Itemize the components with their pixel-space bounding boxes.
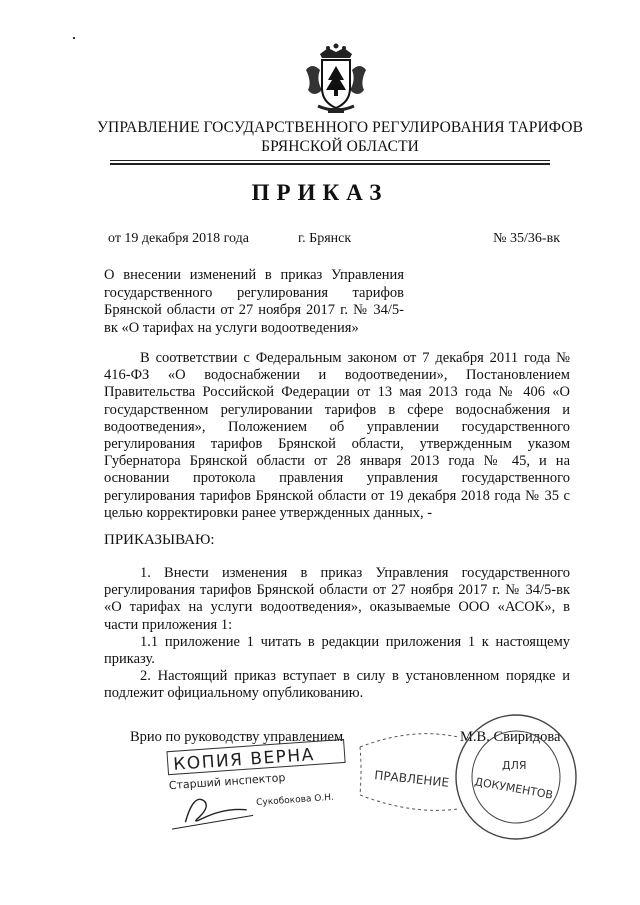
header-rule-thin (110, 160, 550, 161)
preamble-line: В соответствии с Федеральным законом от 7 декабря 2011 года № (140, 350, 570, 366)
preamble-line: регулирования тарифов Брянской области, утвержденным указом (104, 436, 570, 453)
preamble-line: водоотведения», Положением об управлении государственного (104, 418, 570, 435)
document-title: ПРИКАЗ (251, 180, 389, 205)
preamble-line: государственном регулировании тарифов в сфере водоснабжения и (104, 401, 570, 418)
item-line: 1. Внести изменения в приказ Управления государственного (140, 565, 570, 581)
signer-name: М.В. Свиридова (460, 729, 561, 745)
subject-line: О внесении изменений в приказ Управления (104, 267, 404, 283)
item-line: «О тарифах на услуги водоотведения», оказываемые ООО «АСОК», в (104, 599, 570, 616)
handwritten-signature-icon (163, 775, 266, 832)
order-directive: ПРИКАЗЫВАЮ: (104, 532, 215, 548)
subject-line: государственного регулирования тарифов (104, 284, 404, 301)
preamble-line: Губернатора Брянской области от 28 января 2013 года № 45, и на (104, 453, 570, 470)
preamble-line: 416-ФЗ «О водоснабжении и водоотведении», Постановлением (104, 367, 570, 384)
item-line: 1.1 приложение 1 читать в редакции приложения 1 к настоящему (140, 633, 570, 650)
seal-center-right-1: ДЛЯ (502, 759, 527, 772)
item-line: подлежит официальному опубликованию. (104, 685, 364, 702)
order-number: № 35/36-вк (493, 231, 560, 246)
preamble-paragraph (104, 350, 570, 522)
subject-line: Брянской области от 27 ноября 2017 г. № 34/5- (104, 302, 404, 318)
official-seal (352, 697, 580, 845)
copy-certified-stamp (160, 736, 355, 833)
stamp-name: Сукобокова О.Н. (255, 792, 335, 809)
coat-of-arms-icon (298, 40, 374, 116)
preamble-line: основании протокола правления управления государственного (104, 470, 570, 487)
seal-center-right-2: ДОКУМЕНТОВ (473, 775, 554, 802)
order-items (104, 565, 570, 703)
seal-center-left: ПРАВЛЕНИЕ (373, 768, 450, 790)
order-date: от 19 декабря 2018 года (108, 231, 249, 246)
preamble-line: Правительства Российской Федерации от 13 мая 2013 года № 406 «О (104, 384, 570, 401)
item-line: части приложения 1: (104, 616, 233, 633)
item-line: 2. Настоящий приказ вступает в силу в установленном порядке и (140, 668, 570, 685)
stamp-title: КОПИЯ ВЕРНА (172, 744, 316, 775)
item-line: регулирования тарифов Брянской области от 27 ноября 2017 г. № 34/5-вк (104, 582, 570, 599)
stamp-role: Старший инспектор (168, 771, 286, 793)
header-rule-thick (110, 163, 550, 165)
agency-name-line-1: УПРАВЛЕНИЕ ГОСУДАРСТВЕННОГО РЕГУЛИРОВАНИЯ ТАРИФОВ (96, 119, 584, 136)
subject-line: вк «О тарифах на услуги водоотведения» (104, 319, 359, 336)
agency-name-line-2: БРЯНСКОЙ ОБЛАСТИ (261, 138, 419, 155)
preamble-line: регулирования тарифов Брянской области от 19 декабря 2018 года № 35 с (104, 487, 570, 504)
seal-icon (352, 697, 580, 845)
order-city: г. Брянск (298, 231, 352, 246)
order-subject (104, 267, 404, 337)
scan-speck (73, 37, 75, 39)
signer-role: Врио по руководству управлением (130, 729, 344, 745)
item-line: приказу. (104, 651, 155, 668)
preamble-line: целью корректировки ранее утвержденных данных, - (104, 504, 433, 521)
